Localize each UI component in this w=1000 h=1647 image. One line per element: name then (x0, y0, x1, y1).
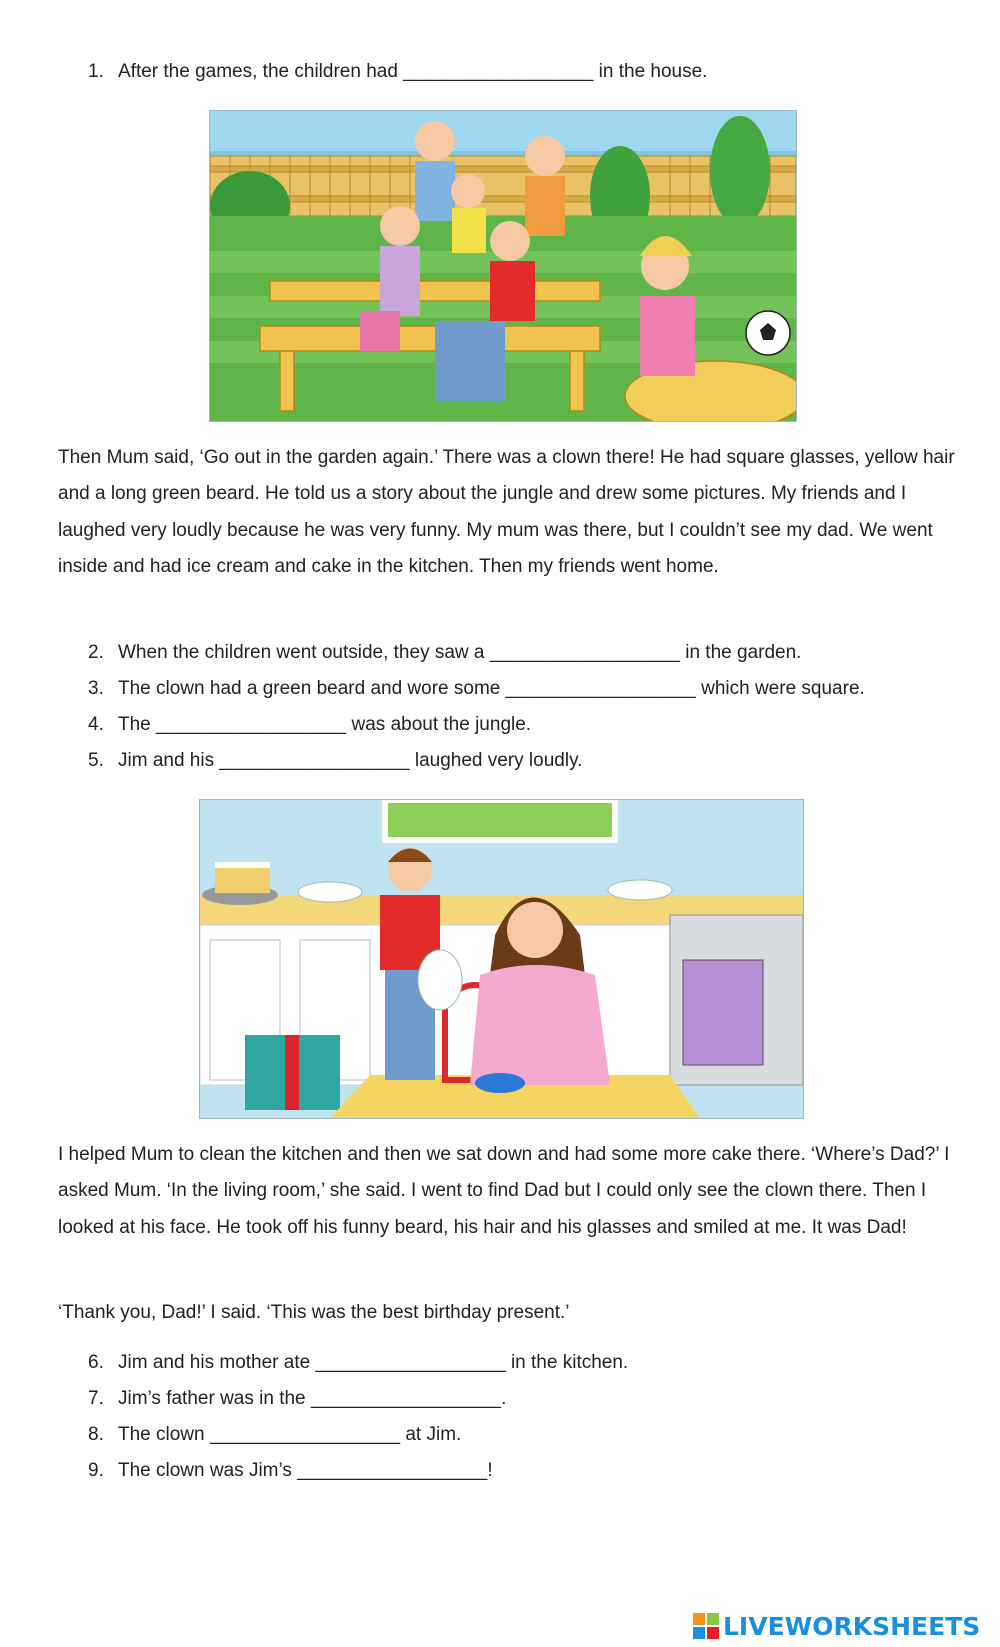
question-text: The clown had a green beard and wore some __________________ which were square. (118, 678, 865, 699)
question-number: 1. (88, 61, 104, 82)
garden-party-illustration (209, 110, 797, 422)
question-number: 6. (88, 1352, 104, 1373)
question-text: When the children went outside, they saw a __________________ in the garden. (118, 642, 802, 663)
story-paragraph-3: ‘Thank you, Dad!’ I said. ‘This was the best birthday present.’ (58, 1302, 570, 1323)
question-text: After the games, the children had __________________ in the house. (118, 61, 708, 82)
question-number: 8. (88, 1424, 104, 1445)
question-item (88, 743, 865, 779)
question-text: The __________________ was about the jungle. (118, 714, 532, 735)
question-item (88, 1417, 628, 1453)
liveworksheets-logo-icon (693, 1613, 719, 1639)
question-list-1 (88, 54, 707, 90)
question-item (88, 635, 865, 671)
question-item (88, 54, 707, 90)
liveworksheets-branding (693, 1610, 980, 1642)
question-number: 5. (88, 750, 104, 771)
story-paragraph-2: I helped Mum to clean the kitchen and then we sat down and had some more cake there. ‘Where’s Dad?’ I asked Mum. ‘In the living room,’ she said. I went to find Dad but I could only see the clown there. Then I looked at his face. He took off his funny beard, his hair and his glasses and smiled at me. It was Dad! (58, 1144, 950, 1238)
question-item (88, 1345, 628, 1381)
question-item (88, 1453, 628, 1489)
question-number: 9. (88, 1460, 104, 1481)
question-item (88, 671, 865, 707)
question-number: 3. (88, 678, 104, 699)
kitchen-illustration (199, 799, 804, 1119)
story-paragraph-1: Then Mum said, ‘Go out in the garden again.’ There was a clown there! He had square glasses, yellow hair and a long green beard. He told us a story about the jungle and drew some pictures. My friends and I laughed very loudly because he was very funny. My mum was there, but I couldn’t see my dad. We went inside and had ice cream and cake in the kitchen. Then my friends went home. (58, 447, 955, 577)
question-list-2 (88, 635, 865, 779)
question-text: Jim’s father was in the __________________. (118, 1388, 507, 1409)
question-text: The clown was Jim’s __________________! (118, 1460, 493, 1481)
question-text: Jim and his __________________ laughed very loudly. (118, 750, 583, 771)
question-text: The clown __________________ at Jim. (118, 1424, 462, 1445)
liveworksheets-wordmark: LIVEWORKSHEETS (723, 1611, 981, 1641)
question-number: 7. (88, 1388, 104, 1409)
question-item (88, 707, 865, 743)
question-text: Jim and his mother ate __________________ in the kitchen. (118, 1352, 629, 1373)
question-list-3 (88, 1345, 628, 1489)
question-number: 4. (88, 714, 104, 735)
question-item (88, 1381, 628, 1417)
question-number: 2. (88, 642, 104, 663)
